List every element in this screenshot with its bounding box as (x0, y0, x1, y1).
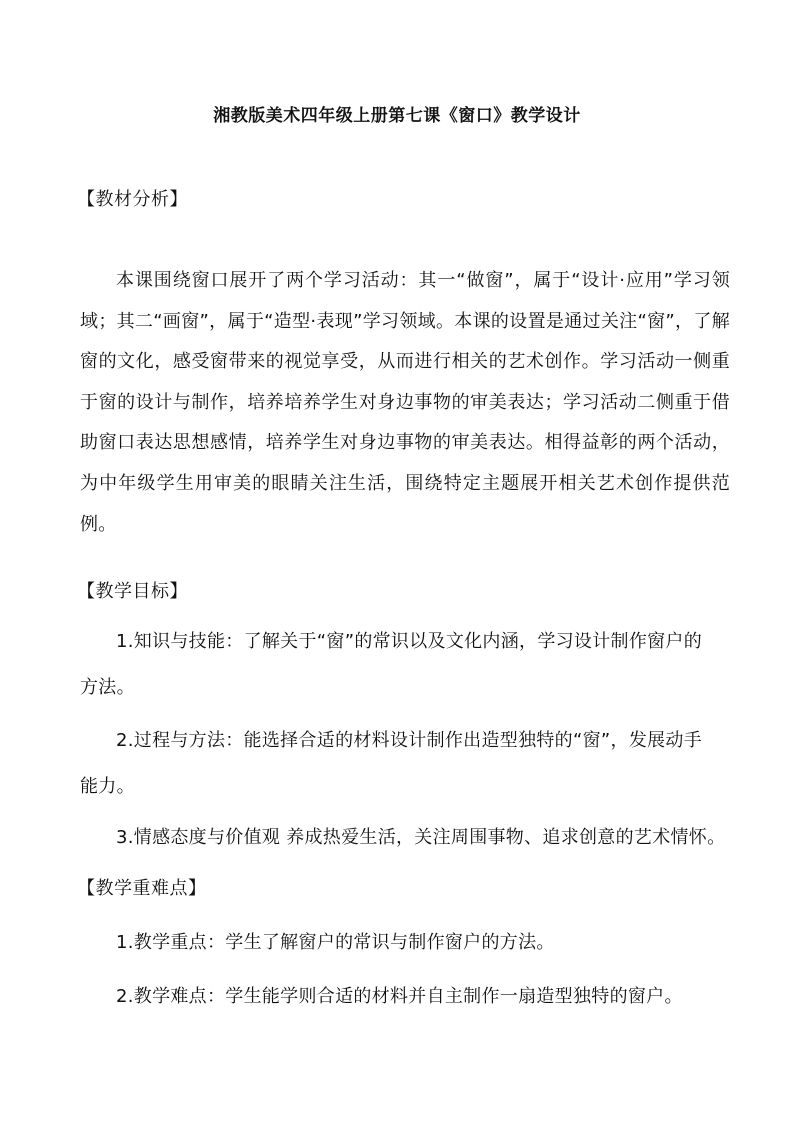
section-heading-analysis: 【教材分析】 (77, 189, 188, 210)
key-point-item-1 (80, 929, 735, 957)
document-title: 湘教版美术四年级上册第七课《窗口》教学设计 (213, 106, 581, 126)
goal-item-2-text: 2.过程与方法：能选择合适的材料设计制作出造型独特的“窗”，发展动手 (116, 730, 703, 751)
goal-item-1 (80, 628, 735, 656)
section-heading-key-points: 【教学重难点】 (77, 878, 207, 899)
goal-item-1-text: 1.知识与技能：了解关于“窗”的常识以及文化内涵，学习设计制作窗户的 (116, 631, 703, 652)
key-point-item-1-text: 1.教学重点：学生了解窗户的常识与制作窗户的方法。 (116, 932, 555, 953)
key-point-item-2-text: 2.教学难点：学生能学则合适的材料并自主制作一扇造型独特的窗户。 (116, 986, 683, 1007)
goal-item-1-continued: 方法。 (80, 677, 135, 698)
key-point-item-2 (80, 983, 735, 1011)
goal-item-3-text: 3.情感态度与价值观 养成热爱生活，关注周围事物、追求创意的艺术情怀。 (116, 827, 726, 848)
section-heading-goals: 【教学目标】 (77, 581, 188, 602)
goal-item-3 (80, 824, 735, 852)
analysis-paragraph: 本课围绕窗口展开了两个学习活动：其一“做窗”，属于“设计·应用”学习领域；其二“画窗”，属于“造型·表现”学习领域。本课的设置是通过关注“窗”，了解窗的文化，感受窗带来的视觉享受，从而进行相关的艺术创作。学习活动一侧重于窗的设计与制作，培养培养学生对身边事物的审美表达；学习活动二侧重于借助窗口表达思想感情，培养学生对身边事物的审美表达。相得益彰的两个活动，为中年级学生用审美的眼睛关注生活，围绕特定主题展开相关艺术创作提供范例。 (80, 270, 730, 535)
goal-item-2-continued: 能力。 (80, 776, 135, 797)
goal-item-2 (80, 727, 735, 755)
